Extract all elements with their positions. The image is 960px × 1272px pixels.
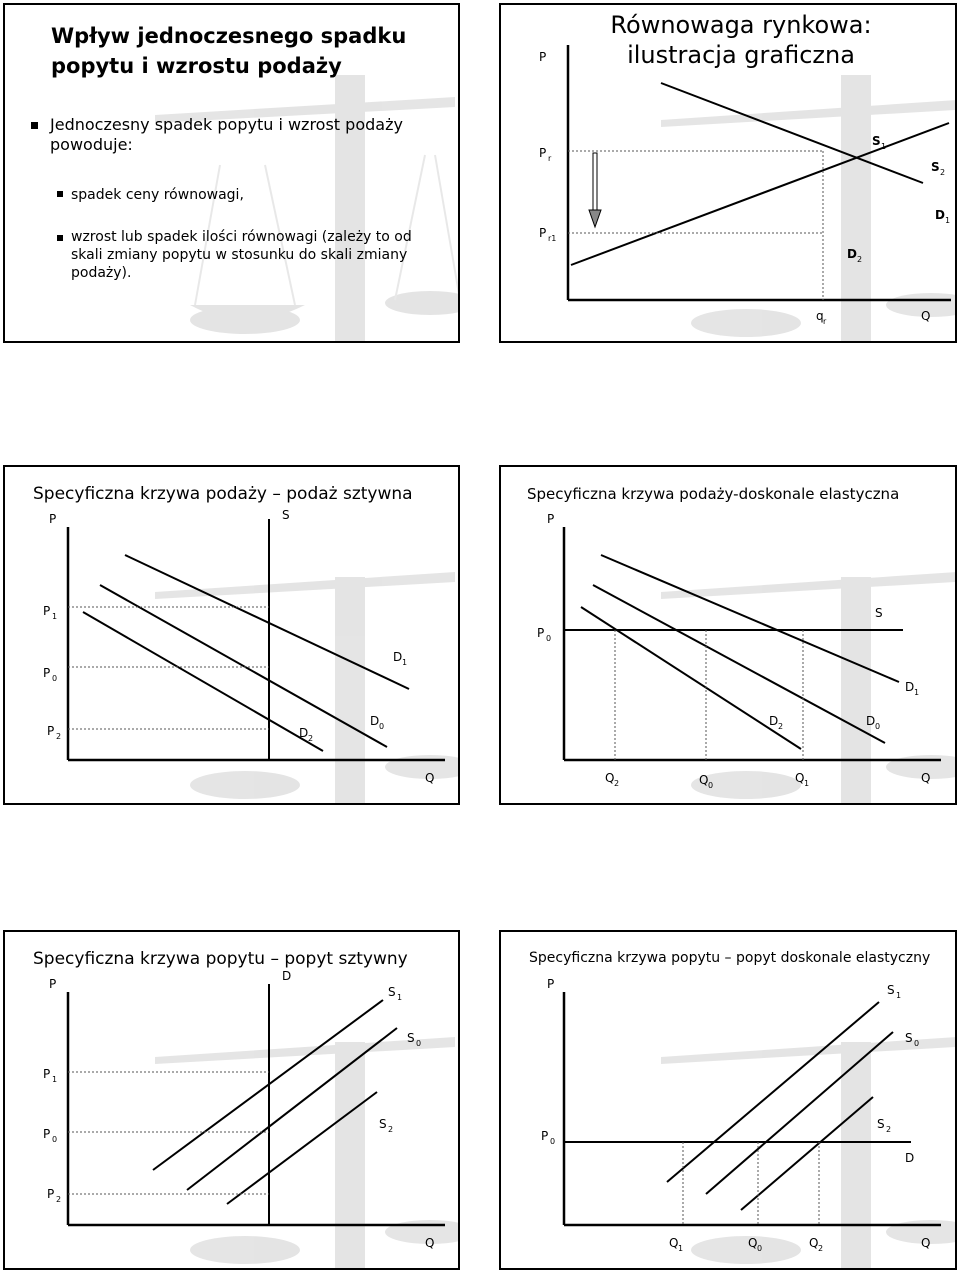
slide-4-title: Specyficzna krzywa podaży-doskonale elastyczna xyxy=(527,485,900,503)
p0-sub: 0 xyxy=(52,674,58,683)
p2-label: P xyxy=(47,724,55,738)
q0-sub: 0 xyxy=(708,781,714,790)
equilibrium-chart xyxy=(501,5,957,343)
demand-curve-d2 xyxy=(581,607,801,749)
down-arrow-head-icon xyxy=(589,210,601,227)
p0-sub: 0 xyxy=(52,1135,58,1144)
q-label: Q xyxy=(425,771,435,785)
demand-curve-d1 xyxy=(125,555,409,689)
slide-5-title: Specyficzna krzywa popytu – popyt sztywny xyxy=(33,949,408,969)
pr1-sub: r1 xyxy=(548,234,557,243)
horizontal-demand-chart xyxy=(501,932,957,1270)
slide-1 xyxy=(3,3,460,343)
s2-label: S xyxy=(379,1117,387,1131)
q1-label: Q xyxy=(795,771,805,785)
s2-label: S xyxy=(877,1117,885,1131)
d0-sub: 0 xyxy=(379,722,385,731)
s2-sub: 2 xyxy=(388,1125,394,1134)
p1-label: P xyxy=(43,1067,51,1081)
slide-6-title: Specyficzna krzywa popytu – popyt doskonale elastyczny xyxy=(529,950,931,966)
q-label: Q xyxy=(921,1236,931,1250)
bullet-icon xyxy=(57,235,63,241)
sub-bullet-1: spadek ceny równowagi, xyxy=(71,187,244,203)
d1-sub: 1 xyxy=(945,216,951,225)
s1-sub: 1 xyxy=(896,991,902,1000)
s-label: S xyxy=(875,606,883,620)
sub-bullet-2: wzrost lub spadek ilości równowagi (zależy to od skali zmiany popytu w stosunku do skali zmiany podaży). xyxy=(71,229,412,281)
q0-label: Q xyxy=(699,773,709,787)
p0-label: P xyxy=(541,1129,549,1143)
q1-label: Q xyxy=(669,1236,679,1250)
p0-sub: 0 xyxy=(550,1137,556,1146)
p1-label: P xyxy=(43,604,51,618)
p2-sub: 2 xyxy=(56,1195,62,1204)
s0-sub: 0 xyxy=(416,1039,422,1048)
main-bullet-text: Jednoczesny spadek popytu i wzrost podaży powoduje: xyxy=(50,115,403,154)
s1-sub: 1 xyxy=(881,142,887,151)
demand-curve-d1 xyxy=(661,83,923,183)
s0-label: S xyxy=(905,1031,913,1045)
p0-label: P xyxy=(43,1127,51,1141)
vertical-supply-chart xyxy=(5,467,460,805)
s1-label: S xyxy=(872,134,881,148)
p0-label: P xyxy=(43,666,51,680)
horizontal-supply-chart xyxy=(501,467,957,805)
d2-label: D xyxy=(299,726,309,740)
d1-sub: 1 xyxy=(914,688,920,697)
q2-sub: 2 xyxy=(818,1244,824,1253)
q1-sub: 1 xyxy=(678,1244,684,1253)
d2-label: D xyxy=(847,247,857,261)
q0-sub: 0 xyxy=(757,1244,763,1253)
slide-3-title: Specyficzna krzywa podaży – podaż sztywna xyxy=(33,484,413,504)
s1-label: S xyxy=(887,983,895,997)
slide-4 xyxy=(499,465,957,805)
p0-label: P xyxy=(537,626,545,640)
p-label: P xyxy=(547,512,555,526)
p-label: P xyxy=(49,512,57,526)
d2-label: D xyxy=(769,714,779,728)
s0-sub: 0 xyxy=(914,1039,920,1048)
p0-sub: 0 xyxy=(546,634,552,643)
pr-sub: r xyxy=(548,154,552,163)
q-label: Q xyxy=(921,309,931,323)
slide-1-title: Wpływ jednoczesnego spadku popytu i wzrostu podaży xyxy=(51,24,407,78)
d0-label: D xyxy=(370,714,380,728)
d1-label: D xyxy=(393,650,403,664)
p1-sub: 1 xyxy=(52,612,58,621)
slide-2-title-line1: Równowaga rynkowa: xyxy=(610,11,872,39)
s-label: S xyxy=(282,508,290,522)
s2-sub: 2 xyxy=(940,168,946,177)
d1-sub: 1 xyxy=(402,658,408,667)
q-label: Q xyxy=(921,771,931,785)
slide-6 xyxy=(499,930,957,1270)
slide-2-title-line2: ilustracja graficzna xyxy=(627,41,855,69)
d0-sub: 0 xyxy=(875,722,881,731)
demand-curve-d2 xyxy=(83,612,323,751)
q1-sub: 1 xyxy=(804,779,810,788)
p1-sub: 1 xyxy=(52,1075,58,1084)
slide-2 xyxy=(499,3,957,343)
pr-label: P xyxy=(539,146,547,160)
slide-5 xyxy=(3,930,460,1270)
d-label: D xyxy=(282,969,292,983)
q0-label: Q xyxy=(748,1236,758,1250)
vertical-demand-chart xyxy=(5,932,460,1270)
down-arrow-icon xyxy=(593,153,597,215)
p-label: P xyxy=(49,977,57,991)
s0-label: S xyxy=(407,1031,415,1045)
pr1-label: P xyxy=(539,226,547,240)
p2-sub: 2 xyxy=(56,732,62,741)
s1-sub: 1 xyxy=(397,993,403,1002)
q2-label: Q xyxy=(605,771,615,785)
q2-sub: 2 xyxy=(614,779,620,788)
slide-3 xyxy=(3,465,460,805)
p2-label: P xyxy=(47,1187,55,1201)
d-label: D xyxy=(905,1151,915,1165)
p-label: P xyxy=(547,977,555,991)
d1-label: D xyxy=(935,208,945,222)
p-label: P xyxy=(539,50,547,64)
q-label: Q xyxy=(425,1236,435,1250)
s1-label: S xyxy=(388,985,396,999)
bullet-icon xyxy=(57,191,63,197)
d1-label: D xyxy=(905,680,915,694)
d0-label: D xyxy=(866,714,876,728)
qr-sub: r xyxy=(823,317,827,326)
s2-sub: 2 xyxy=(886,1125,892,1134)
s2-label: S xyxy=(931,160,940,174)
supply-curve-s1 xyxy=(571,123,949,265)
d2-sub: 2 xyxy=(308,734,314,743)
qr-label: q xyxy=(816,309,824,323)
d2-sub: 2 xyxy=(778,722,784,731)
d2-sub: 2 xyxy=(857,255,863,264)
q2-label: Q xyxy=(809,1236,819,1250)
bullet-icon xyxy=(31,122,38,129)
